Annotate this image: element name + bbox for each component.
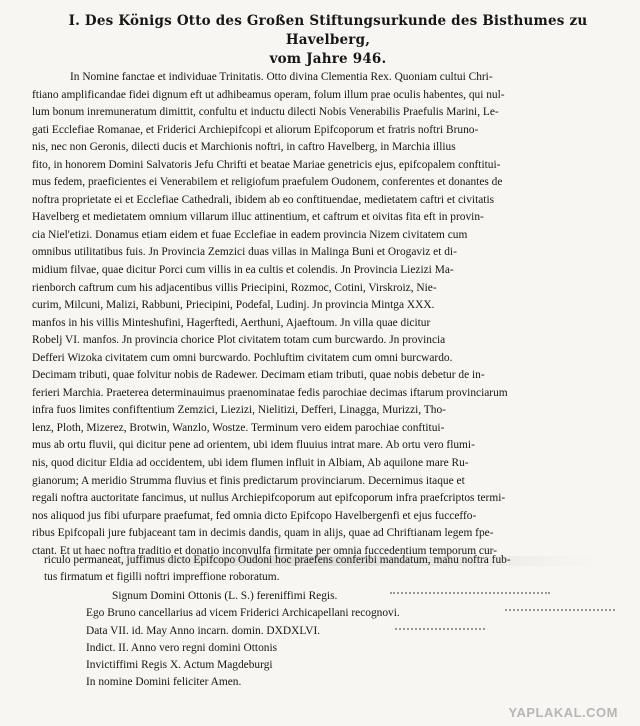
charter-line: Defferi Wizoka civitatem cum omni burcwardo. Pochluftim civitatem cum omni burcwardo. (32, 351, 453, 364)
charter-line: manfos in his villis Minteshufini, Hagerftedi, Aerthuni, Ajaeftoum. Jn villa quae dicitur (32, 316, 431, 329)
subscription-line: Ego Bruno cancellarius ad vicem Friderici Archicapellani recognovi. (86, 607, 400, 620)
charter-line: lenz, Ploth, Mizerez, Brotwin, Wanzlo, Wostze. Terminum vero eidem parochiae conftitui- (32, 421, 445, 434)
charter-line: regali noftra auctoritate fancimus, ut nullus Archiepifcoporum aut epifcoporum infra praefcriptos termi- (32, 492, 506, 505)
charter-line: cia Niel'etizi. Donamus etiam eidem et fuae Ecclefiae in eadem provincia Nizem civitatem cum (32, 228, 468, 241)
closing-line: tus firmatum et figilli noftri impreffione roboratum. (44, 571, 280, 583)
charter-line: mus fedem, praeficientes ei Venerabilem et religiofum praefulem Oudonem, conferentes et donantes de (32, 176, 503, 189)
subscription-line: Data VII. id. May Anno incarn. domin. DXDXLVI. (86, 624, 321, 637)
charter-line: nos aliquod jus fibi ufurpare praefumat, fed omnia dicto Epifcopo Havelbergenfi et ejus fucceffo- (32, 509, 477, 522)
subscription-line: In nomine Domini feliciter Amen. (86, 676, 242, 689)
charter-line: mus ab ortu fluvii, qui dicitur pene ad orientem, ubi idem fluuius intrat mare. Ab ortu vero flumi- (32, 439, 475, 452)
subscriptions (86, 588, 626, 692)
title-line-2: vom Jahre 946. (269, 51, 387, 67)
ink-smudge (40, 556, 600, 566)
charter-line: In Nomine fanctae et individuae Trinitatis. Otto divina Clementia Rex. Quoniam cultui Chri- (70, 71, 493, 83)
dotted-trail (395, 628, 485, 636)
charter-line: lum bonum inremuneratum dimittit, confultu et inductu dilecti Nobis Venerabilis Praefulis Marini, Le- (32, 106, 499, 119)
closing-line: riculo permaneat, juffimus dicto Epifcopo Oudoni hoc praefens conferibi mandatum, manu noftra fub- (44, 554, 511, 566)
dotted-trail (390, 592, 550, 600)
watermark-logo: YAPLAKAL.COM (508, 705, 618, 720)
subscription-line: Signum Domini Ottonis (L. S.) fereniffimi Regis. (112, 590, 338, 602)
charter-line: rienborch caftrum cum his adjacentibus villis Priecipini, Rozmoc, Cotini, Virskroiz, Nie- (32, 281, 437, 294)
charter-line: ferieri Marchia. Praeterea determinauimus praenominatae fedis parochiae decimas iftarum provinciarum (32, 386, 508, 399)
charter-line: midium filvae, quae dicitur Porci cum villis in ea cultis et colendis. Jn Provincia Liezizi Ma- (32, 264, 454, 277)
charter-body (32, 69, 630, 560)
charter-line: nis, quod dicitur Eldia ad occidentem, ubi idem flumen influit in Albiam, Ab aquilone mare Ru- (32, 457, 469, 470)
charter-line: ftiano amplificandae fidei dignum eft ut adhibeamus operam, folum illum prae oculis habentes, qui nul- (32, 88, 505, 101)
charter-line: Robelj VI. manfos. Jn provincia chorice Plot civitatem totam cum burcwardo. Jn provincia (32, 334, 446, 347)
charter-line: noftra proprietate ei et Ecclefiae Cathedrali, ibidem ab eo conftituendae, medietatem caftri et civitatis (32, 193, 495, 206)
title-line-1: I. Des Königs Otto des Großen Stiftungsurkunde des Bisthumes zu Havelberg, (68, 13, 588, 48)
charter-line: curim, Milcuni, Malizi, Rabbuni, Priecipini, Podefal, Ludinj. Jn provincia Mintga XXX. (32, 299, 435, 312)
charter-line: Decimam tributi, quae folvitur nobis de Radewer. Decimam etiam tributi, quae nobis debetur de in- (32, 369, 485, 382)
dotted-trail (505, 609, 615, 617)
charter-line: nis, nec non Geronis, dilecti ducis et Marchionis noftri, in caftro Havelberg, in Marchia illius (32, 141, 456, 154)
subscription-line: Indict. II. Anno vero regni domini Ottonis (86, 641, 278, 654)
charter-line: fito, in honorem Domini Salvatoris Jefu Chrifti et beatae Mariae genetricis ejus, epifcopalem conftitui- (32, 158, 501, 171)
charter-line: ctant. Et ut haec noftra traditio et donatio inconvulfa firmitate per omnia fuccedentium temporum cur- (32, 544, 498, 557)
charter-line: infra fuos limites confiftentium Zemzici, Liezizi, Nielitizi, Defferi, Linagga, Murizzi, Tho- (32, 404, 446, 417)
charter-line: gati Ecclefiae Romanae, et Friderici Archiepifcopi et aliorum Epifcoporum et fratris noftri Bruno- (32, 123, 479, 136)
charter-line: gianorum; A meridio Strumma fluvius et finis predictarum provinciarum. Decernimus itaque et (32, 474, 465, 487)
charter-line: ribus Epifcopali jure fubjaceant tam in decimis dandis, quam in alijs, quae ad Chriftianam legem fpe- (32, 527, 494, 540)
charter-line: omnibus utilitatibus fuis. Jn Provincia Zemzici duas villas in Malinga Buni et Orogaviz et di- (32, 246, 457, 259)
document-title (58, 12, 598, 69)
charter-line: Havelberg et medietatem omnium villarum illuc attinentium, et caftrum et oivitas fita eft in provin- (32, 211, 484, 224)
subscription-line: Invictiffimi Regis X. Actum Magdeburgi (86, 659, 273, 672)
